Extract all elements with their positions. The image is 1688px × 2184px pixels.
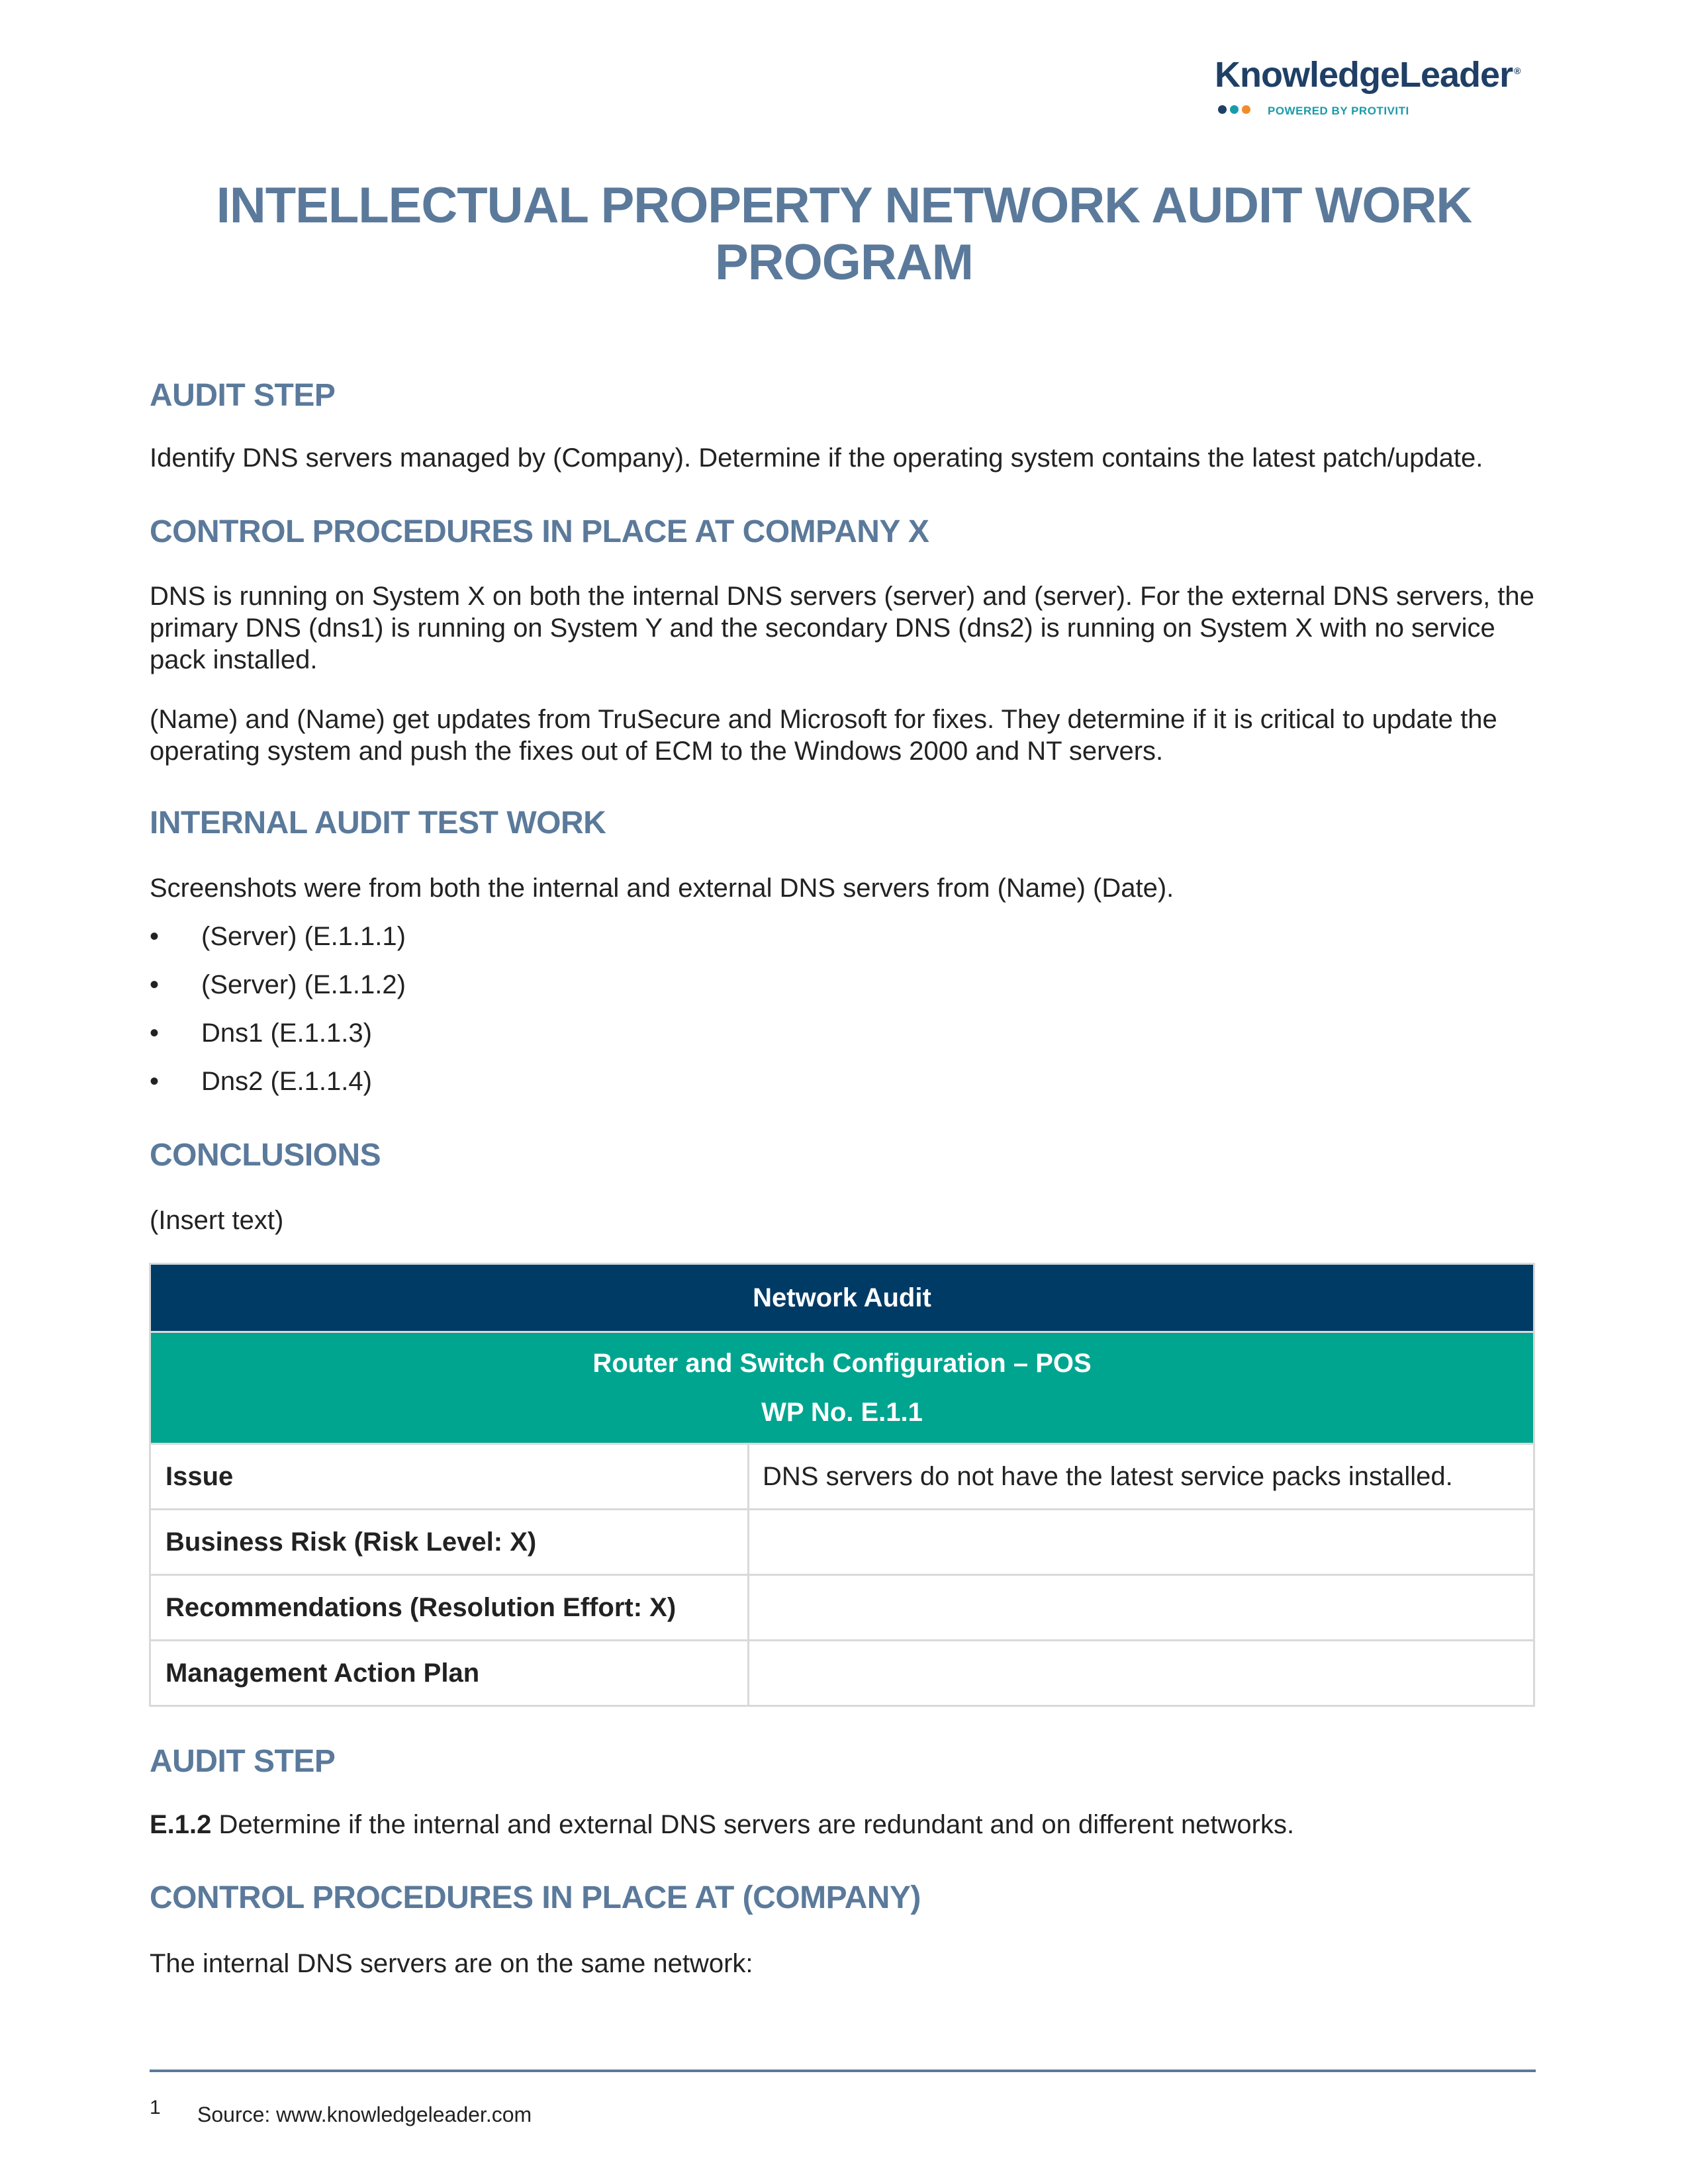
bullet-mark: • xyxy=(150,1067,160,1096)
title-line-2: PROGRAM xyxy=(715,234,973,291)
control-procedures-heading: CONTROL PROCEDURES IN PLACE AT COMPANY X xyxy=(150,514,929,549)
logo-dot xyxy=(1230,105,1239,114)
subheader-line-2: WP No. E.1.1 xyxy=(761,1398,923,1427)
table-header: Network Audit xyxy=(150,1264,1534,1332)
audit-step-text-body: Determine if the internal and external DNS servers are redundant and on different networks. xyxy=(211,1810,1295,1839)
control-procedures-paragraph-2: (Name) and (Name) get updates from TruSecure and Microsoft for fixes. They determine if it is critical to update the operating system and push the fixes out of ECM to the Windows 2000 and NT servers. xyxy=(150,705,1497,766)
table-row xyxy=(150,1510,1534,1575)
footer-divider xyxy=(150,2070,1536,2072)
network-audit-table xyxy=(149,1263,1535,1707)
logo-dot xyxy=(1218,105,1227,114)
logo-wordmark: KnowledgeLeader ® xyxy=(1215,55,1521,95)
footnote-source: Source: www.knowledgeleader.com xyxy=(197,2103,532,2126)
conclusions-heading: CONCLUSIONS xyxy=(150,1138,381,1173)
logo-dot xyxy=(1242,105,1250,114)
table-row xyxy=(150,1444,1534,1510)
conclusions-text: (Insert text) xyxy=(150,1206,284,1235)
row-value xyxy=(749,1641,1534,1706)
row-label: Recommendations (Resolution Effort: X) xyxy=(150,1575,749,1641)
audit-step-text-2 xyxy=(150,1809,1540,1841)
table-row xyxy=(150,1641,1534,1706)
audit-step-heading-2: AUDIT STEP xyxy=(150,1744,336,1779)
row-value xyxy=(749,1575,1534,1641)
test-work-heading: INTERNAL AUDIT TEST WORK xyxy=(150,805,606,841)
row-value xyxy=(749,1510,1534,1575)
row-label: Issue xyxy=(150,1444,749,1510)
title-line-1: INTELLECTUAL PROPERTY NETWORK AUDIT WORK xyxy=(216,177,1472,234)
control-procedures-paragraph-1: DNS is running on System X on both the internal DNS servers (server) and (server). For the external DNS servers, the primary DNS (dns1) is running on System Y and the secondary DNS (dns2) is running on System X with no service pack installed. xyxy=(150,582,1534,674)
logo-dots-icon xyxy=(1218,105,1250,116)
row-label: Business Risk (Risk Level: X) xyxy=(150,1510,749,1575)
page-title xyxy=(119,177,1569,291)
table-subheader xyxy=(150,1332,1534,1444)
audit-step-ref: E.1.2 xyxy=(150,1810,212,1839)
list-item-text: Dns1 (E.1.1.3) xyxy=(201,1019,372,1048)
footnote-number: 1 xyxy=(150,2097,161,2118)
table-subheader-row xyxy=(150,1332,1534,1444)
table-header-row xyxy=(150,1264,1534,1332)
audit-step-heading: AUDIT STEP xyxy=(150,378,336,413)
row-value: DNS servers do not have the latest service packs installed. xyxy=(749,1444,1534,1510)
bullet-mark: • xyxy=(150,922,160,951)
audit-step-text: Identify DNS servers managed by (Company). Determine if the operating system contains the latest patch/update. xyxy=(150,443,1483,473)
bullet-mark: • xyxy=(150,1019,160,1048)
logo-trademark: ® xyxy=(1514,66,1521,76)
row-label: Management Action Plan xyxy=(150,1641,749,1706)
test-work-text: Screenshots were from both the internal and external DNS servers from (Name) (Date). xyxy=(150,874,1174,903)
bullet-mark: • xyxy=(150,970,160,999)
list-item-text: Dns2 (E.1.1.4) xyxy=(201,1067,372,1096)
table-row xyxy=(150,1575,1534,1641)
list-item-text: (Server) (E.1.1.1) xyxy=(201,922,406,951)
subheader-line-1: Router and Switch Configuration – POS xyxy=(592,1349,1092,1378)
logo-powered-by: POWERED BY PROTIVITI xyxy=(1268,105,1409,117)
list-item-text: (Server) (E.1.1.2) xyxy=(201,970,406,999)
control-procedures-heading-2: CONTROL PROCEDURES IN PLACE AT (COMPANY) xyxy=(150,1880,921,1915)
knowledgeleader-logo xyxy=(1215,54,1532,120)
control-procedures-text-2: The internal DNS servers are on the same network: xyxy=(150,1949,753,1978)
